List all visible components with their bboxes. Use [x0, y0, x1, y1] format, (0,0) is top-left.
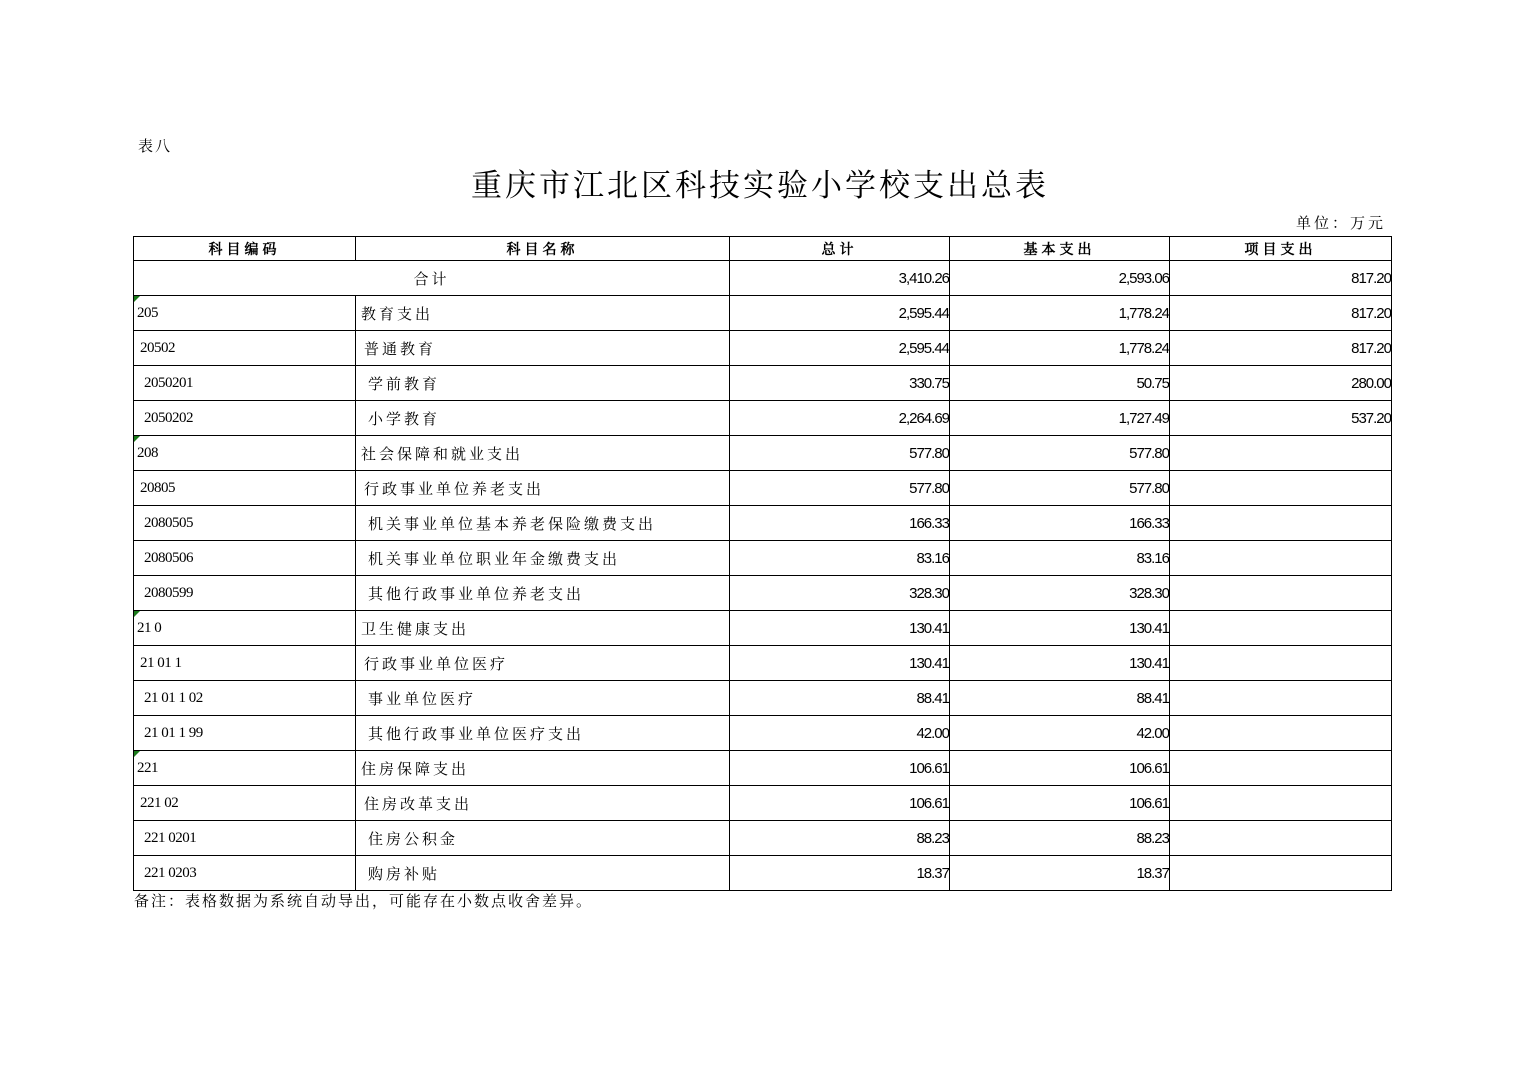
row-project: 537.20: [1170, 401, 1392, 436]
row-code: [134, 436, 356, 471]
row-code: [134, 611, 356, 646]
table-row: [134, 751, 1392, 786]
table-row: [134, 646, 1392, 681]
row-project: [1170, 506, 1392, 541]
cell-marker-icon: [134, 296, 140, 302]
table-row: [134, 786, 1392, 821]
cell-marker-icon: [134, 611, 140, 617]
row-basic: 1,727.49: [950, 401, 1170, 436]
row-code: [134, 681, 356, 716]
row-basic: 130.41: [950, 646, 1170, 681]
row-basic: 88.23: [950, 821, 1170, 856]
summary-project: 817.20: [1170, 261, 1392, 296]
row-name: 社会保障和就业支出: [356, 436, 730, 471]
row-project: [1170, 856, 1392, 891]
row-name: 住房保障支出: [356, 751, 730, 786]
row-total: 577.80: [730, 471, 950, 506]
row-name: 其他行政事业单位医疗支出: [356, 716, 730, 751]
row-code-text: 20805: [140, 479, 175, 496]
table-row: [134, 821, 1392, 856]
row-code-text: 2050201: [144, 374, 193, 391]
row-name: 机关事业单位基本养老保险缴费支出: [356, 506, 730, 541]
row-name: 卫生健康支出: [356, 611, 730, 646]
summary-label: 合计: [134, 261, 730, 296]
row-total: 130.41: [730, 646, 950, 681]
table-row: [134, 541, 1392, 576]
row-code: [134, 856, 356, 891]
row-basic: 130.41: [950, 611, 1170, 646]
row-project: [1170, 716, 1392, 751]
row-project: [1170, 786, 1392, 821]
row-basic: 42.00: [950, 716, 1170, 751]
table-row: [134, 471, 1392, 506]
row-project: 280.00: [1170, 366, 1392, 401]
row-total: 83.16: [730, 541, 950, 576]
row-project: [1170, 751, 1392, 786]
column-header-code: 科目编码: [134, 237, 356, 261]
row-name: 普通教育: [356, 331, 730, 366]
row-total: 2,595.44: [730, 331, 950, 366]
summary-total: 3,410.26: [730, 261, 950, 296]
row-code-text: 2050202: [144, 409, 193, 426]
row-project: [1170, 646, 1392, 681]
table-row: [134, 436, 1392, 471]
row-basic: 18.37: [950, 856, 1170, 891]
row-name: 行政事业单位养老支出: [356, 471, 730, 506]
row-code-text: 20502: [140, 339, 175, 356]
row-project: 817.20: [1170, 331, 1392, 366]
row-code: [134, 821, 356, 856]
row-project: [1170, 681, 1392, 716]
row-code: [134, 401, 356, 436]
row-code-text: 205: [137, 304, 158, 321]
row-total: 328.30: [730, 576, 950, 611]
row-basic: 577.80: [950, 436, 1170, 471]
row-total: 2,264.69: [730, 401, 950, 436]
row-code: [134, 471, 356, 506]
table-row: [134, 856, 1392, 891]
row-name: 教育支出: [356, 296, 730, 331]
row-total: 88.23: [730, 821, 950, 856]
row-name: 行政事业单位医疗: [356, 646, 730, 681]
table-number-label: 表八: [138, 137, 173, 155]
row-basic: 577.80: [950, 471, 1170, 506]
row-code: [134, 646, 356, 681]
summary-row: [134, 261, 1392, 296]
row-basic: 50.75: [950, 366, 1170, 401]
table-row: [134, 576, 1392, 611]
table-row: [134, 611, 1392, 646]
row-project: [1170, 821, 1392, 856]
table-row: [134, 331, 1392, 366]
table-row: [134, 366, 1392, 401]
row-name: 住房改革支出: [356, 786, 730, 821]
row-basic: 106.61: [950, 786, 1170, 821]
row-name: 其他行政事业单位养老支出: [356, 576, 730, 611]
table-header-row: [134, 237, 1392, 261]
table-row: [134, 401, 1392, 436]
row-total: 166.33: [730, 506, 950, 541]
row-code-text: 2080506: [144, 549, 193, 566]
row-name: 购房补贴: [356, 856, 730, 891]
row-project: [1170, 576, 1392, 611]
row-total: 88.41: [730, 681, 950, 716]
row-code: [134, 541, 356, 576]
row-name: 小学教育: [356, 401, 730, 436]
row-code: [134, 506, 356, 541]
row-basic: 166.33: [950, 506, 1170, 541]
row-name: 机关事业单位职业年金缴费支出: [356, 541, 730, 576]
row-project: [1170, 436, 1392, 471]
row-project: 817.20: [1170, 296, 1392, 331]
row-total: 106.61: [730, 786, 950, 821]
row-code-text: 208: [137, 444, 158, 461]
table-row: [134, 681, 1392, 716]
row-basic: 88.41: [950, 681, 1170, 716]
page-title: 重庆市江北区科技实验小学校支出总表: [471, 168, 1049, 204]
row-code-text: 221 0203: [144, 864, 197, 881]
table-row: [134, 506, 1392, 541]
row-basic: 83.16: [950, 541, 1170, 576]
row-total: 577.80: [730, 436, 950, 471]
row-total: 2,595.44: [730, 296, 950, 331]
row-code-text: 2080505: [144, 514, 193, 531]
row-project: [1170, 611, 1392, 646]
row-code-text: 21 0: [137, 619, 162, 636]
row-project: [1170, 471, 1392, 506]
row-total: 330.75: [730, 366, 950, 401]
row-code-text: 221: [137, 759, 158, 776]
column-header-basic: 基本支出: [950, 237, 1170, 261]
row-code: [134, 366, 356, 401]
row-code-text: 2080599: [144, 584, 193, 601]
row-basic: 106.61: [950, 751, 1170, 786]
row-code-text: 21 01 1 99: [144, 724, 203, 741]
row-code: [134, 296, 356, 331]
summary-basic: 2,593.06: [950, 261, 1170, 296]
row-code: [134, 751, 356, 786]
column-header-total: 总计: [730, 237, 950, 261]
row-code: [134, 576, 356, 611]
row-total: 106.61: [730, 751, 950, 786]
row-code-text: 221 0201: [144, 829, 197, 846]
row-code-text: 221 02: [140, 794, 179, 811]
column-header-project: 项目支出: [1170, 237, 1392, 261]
row-total: 130.41: [730, 611, 950, 646]
row-code: [134, 786, 356, 821]
row-basic: 1,778.24: [950, 331, 1170, 366]
row-code: [134, 716, 356, 751]
row-name: 住房公积金: [356, 821, 730, 856]
row-code-text: 21 01 1: [140, 654, 182, 671]
footnote: 备注：表格数据为系统自动导出，可能存在小数点收舍差异。: [134, 892, 594, 910]
column-header-name: 科目名称: [356, 237, 730, 261]
cell-marker-icon: [134, 436, 140, 442]
table-row: [134, 296, 1392, 331]
row-project: [1170, 541, 1392, 576]
unit-label: 单位：万元: [1295, 214, 1386, 232]
row-name: 学前教育: [356, 366, 730, 401]
expenditure-table: [133, 236, 1392, 891]
row-basic: 328.30: [950, 576, 1170, 611]
row-total: 18.37: [730, 856, 950, 891]
row-total: 42.00: [730, 716, 950, 751]
cell-marker-icon: [134, 751, 140, 757]
row-basic: 1,778.24: [950, 296, 1170, 331]
table-row: [134, 716, 1392, 751]
row-code: [134, 331, 356, 366]
row-name: 事业单位医疗: [356, 681, 730, 716]
row-code-text: 21 01 1 02: [144, 689, 203, 706]
